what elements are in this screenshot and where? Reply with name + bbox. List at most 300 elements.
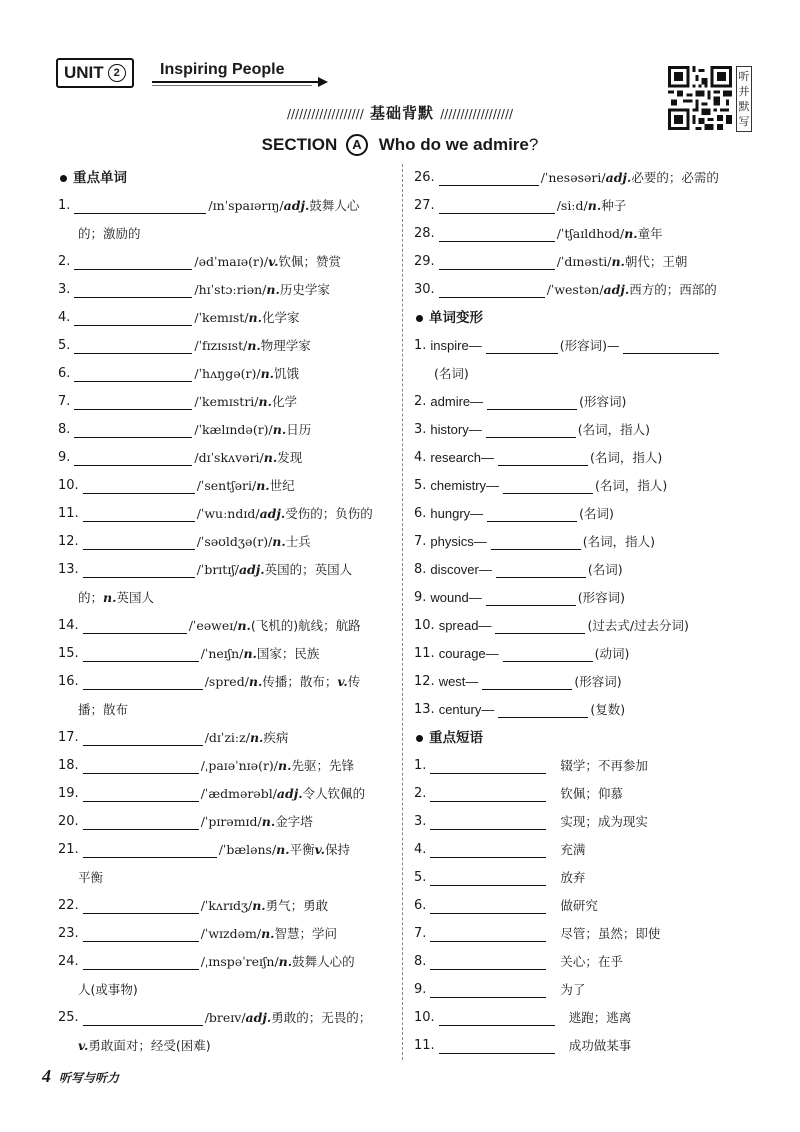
answer-blank[interactable] [83,535,195,550]
vocab-row [58,444,394,472]
left-column [58,164,394,1060]
section-label: SECTION [261,135,338,154]
meaning: 人(或事物) [78,982,138,997]
arrow-icon [318,77,328,87]
vocab-row [58,192,394,220]
meaning: 种子 [601,198,627,213]
phrase-row [414,1004,760,1032]
form-hint: (名词，指人) [577,422,650,437]
word-form-row [414,416,760,444]
word-form-row [414,556,760,584]
vocab-row [414,220,760,248]
answer-blank[interactable] [83,731,203,746]
answer-blank[interactable] [83,675,203,690]
item-number: 4. [414,450,427,465]
answer-blank[interactable] [439,171,539,186]
phonetic: /siːd/ [556,198,588,213]
phonetic: /ˈkemɪst/ [194,310,249,325]
meaning: 朝代；王朝 [624,254,688,269]
answer-blank[interactable] [83,955,199,970]
word-forms-list [414,332,760,724]
phrase-meaning: 实现；成为现实 [560,814,648,829]
answer-blank[interactable] [439,255,555,270]
item-number: 10. [58,478,79,493]
meaning: 智慧；学问 [274,926,338,941]
item-number: 1. [58,198,71,213]
phonetic: /ˈwɪzdəm/ [200,926,262,941]
item-number: 12. [58,534,79,549]
form-hint: (过去式/过去分词) [587,618,689,633]
base-word: history— [430,422,482,437]
part-of-speech: adj. [283,198,310,213]
answer-blank[interactable] [430,983,546,998]
vocab-row [414,192,760,220]
form-hint: (形容词)— [559,338,620,353]
item-number: 17. [58,730,79,745]
vocab-continuation [58,976,394,1004]
base-word: hungry— [430,506,484,521]
phonetic: /ˈkælɪndə(r)/ [194,422,273,437]
phrase-row [414,780,760,808]
meaning: 化学 [271,394,297,409]
part-of-speech: n. [587,198,602,213]
phonetic: /dɪˈskʌvəri/ [194,450,264,465]
unit-label: UNIT [64,63,104,82]
phrase-row [414,920,760,948]
item-number: 11. [58,506,79,521]
item-number: 22. [58,898,79,913]
answer-blank[interactable] [83,1011,203,1026]
part-of-speech: n. [248,310,262,325]
vocab-continuation [58,1032,394,1060]
column-divider [402,164,403,1060]
phonetic: /dɪˈziːz/ [204,730,250,745]
answer-blank[interactable] [74,451,192,466]
item-number: 24. [58,954,79,969]
meaning: 物理学家 [260,338,311,353]
base-word: century— [438,702,495,717]
phrase-meaning: 做研究 [560,898,598,913]
part-of-speech-2: v. [314,842,325,857]
item-number: 2. [414,394,427,409]
base-word: courage— [438,646,499,661]
phonetic: /ɪnˈspaɪərɪŋ/ [208,198,284,213]
form-hint: (名词) [579,506,614,521]
bullet-icon [416,315,423,322]
form-hint: (名词) [587,562,623,577]
meaning: 疾病 [263,730,289,745]
answer-blank[interactable] [74,311,192,326]
answer-blank[interactable] [487,395,577,410]
part-of-speech: n. [261,926,275,941]
phrase-row [414,1032,760,1060]
vocab-row [58,668,394,696]
item-number: 5. [58,338,71,353]
phrases-list [414,752,760,1060]
answer-blank-2[interactable] [623,339,719,354]
item-number: 30. [414,282,435,297]
answer-blank[interactable] [74,199,206,214]
vocab-row [58,360,394,388]
meaning: 受伤的；负伤的 [285,506,373,521]
answer-blank[interactable] [74,367,192,382]
phonetic: /ˈkʌrɪdʒ/ [200,898,253,913]
phonetic: /ədˈmaɪə(r)/ [194,254,269,269]
phonetic: /ˌpaɪəˈnɪə(r)/ [200,758,279,773]
meaning: 的；激励的 [78,226,141,241]
vocab-row [58,276,394,304]
item-number: 13. [414,702,435,717]
phonetic: /spred/ [204,674,249,689]
item-number: 8. [414,954,427,969]
meaning: 日历 [286,422,312,437]
unit-number: 2 [108,64,126,82]
item-number: 2. [414,786,427,801]
base-word: spread— [438,618,492,633]
phrase-meaning: 放弃 [560,870,586,885]
base-word: discover— [430,562,492,577]
unit-underline-thin [152,85,312,86]
phonetic: /ˈneɪʃn/ [200,646,244,661]
form-hint: (形容词) [579,394,627,409]
section-title [0,134,800,156]
meaning: 令人钦佩的 [302,786,366,801]
answer-blank[interactable] [430,843,546,858]
vocab-row [414,164,760,192]
phonetic: /breɪv/ [204,1010,246,1025]
phonetic: /ˌɪnspəˈreɪʃn/ [200,954,279,969]
word-form-row [414,444,760,472]
meaning: 西方的；西部的 [629,282,717,297]
answer-blank[interactable] [74,255,192,270]
answer-blank[interactable] [491,535,581,550]
answer-blank[interactable] [430,871,546,886]
meaning: 平衡 [289,842,315,857]
meaning: 鼓舞人心的 [292,954,355,969]
meaning: 童年 [637,226,663,241]
answer-blank[interactable] [83,927,199,942]
answer-blank[interactable] [439,1039,555,1054]
answer-blank[interactable] [74,423,192,438]
vocab-row [58,416,394,444]
answer-blank[interactable] [498,451,588,466]
item-number: 28. [414,226,435,241]
item-number: 3. [414,422,427,437]
part-of-speech: n. [278,758,292,773]
part-of-speech: adj. [238,562,265,577]
answer-blank[interactable] [430,927,546,942]
answer-blank[interactable] [487,507,577,522]
part-of-speech: n. [258,394,272,409]
meaning: 英国的；英国人 [264,562,353,577]
unit-banner [56,58,288,88]
phrase-meaning: 关心；在乎 [560,954,623,969]
form-hint: (名词，指人) [595,478,668,493]
unit-title: Inspiring People [160,61,285,78]
answer-blank[interactable] [83,815,199,830]
part-of-speech: n. [237,618,251,633]
answer-blank[interactable] [83,647,199,662]
vocab-heading: 重点单词 [58,164,394,192]
vocab-row [58,472,394,500]
vocab-list [58,192,394,1060]
part-of-speech: n. [252,898,266,913]
part-of-speech: n. [247,338,261,353]
section-qmark: ? [528,135,539,154]
vocab-continuation [58,220,394,248]
meaning: 勇敢的；无畏的； [271,1010,372,1025]
part-of-speech: n. [272,422,287,437]
part-of-speech: adj. [245,1010,272,1025]
item-number: 19. [58,786,79,801]
phrases-heading: 重点短语 [414,724,760,752]
meaning: 传播；散布； [262,674,338,689]
phonetic: /ˈfɪzɪsɪst/ [194,338,248,353]
vocab-row [58,556,394,584]
item-number: 7. [414,534,427,549]
item-number: 1. [414,758,427,773]
part-of-speech: adj. [603,282,630,297]
word-forms-heading: 单词变形 [414,304,760,332]
meaning: 必要的；必需的 [631,170,719,185]
phrase-row [414,892,760,920]
item-number: 5. [414,870,427,885]
vocab-row [58,948,394,976]
item-number: 11. [414,1038,435,1053]
item-number: 9. [414,590,427,605]
phonetic: /ˈeəweɪ/ [188,618,238,633]
meaning: 化学家 [261,310,300,325]
answer-blank[interactable] [83,563,195,578]
phrase-row [414,976,760,1004]
base-word: west— [438,674,479,689]
word-form-row [414,332,760,360]
answer-blank[interactable] [430,899,546,914]
item-number: 21. [58,842,79,857]
part-of-speech: n. [276,842,290,857]
vocab-row [58,752,394,780]
phrase-meaning: 尽管；虽然；即使 [560,926,661,941]
item-number: 4. [414,842,427,857]
phrase-row [414,836,760,864]
meaning: 的； [78,590,104,605]
word-form-row [414,388,760,416]
phonetic: /ˈbæləns/ [218,842,277,857]
answer-blank[interactable] [503,479,593,494]
item-number: 8. [58,422,71,437]
phrase-meaning: 辍学；不再参加 [560,758,648,773]
section-question: Who do we admire [378,135,529,154]
item-number: 10. [414,618,435,633]
answer-blank[interactable] [83,899,199,914]
meaning-2: 英国人 [116,590,154,605]
vocab-row [414,276,760,304]
meaning-2: 传 [347,674,361,689]
phonetic: /ˈbrɪtɪʃ/ [196,562,239,577]
part-of-speech: n. [266,282,280,297]
word-form-row [414,472,760,500]
answer-blank[interactable] [430,955,546,970]
phonetic: /ˈpɪrəmɪd/ [200,814,262,829]
vocab-row [58,1004,394,1032]
meaning: 鼓舞人心 [309,198,360,213]
vocab-continuation [58,864,394,892]
phrase-row [414,948,760,976]
item-number: 27. [414,198,435,213]
answer-blank[interactable] [83,479,195,494]
section-letter: A [346,134,368,156]
bullet-icon [416,735,423,742]
item-number: 29. [414,254,435,269]
phonetic: /ˈnesəsəri/ [540,170,606,185]
hatch-right: ////////////////// [440,107,514,121]
footer-text: 听写与听力 [59,1071,120,1085]
vocab-list-continued [414,164,760,304]
meaning: 播；散布 [78,702,129,717]
answer-blank[interactable] [83,759,199,774]
item-number: 6. [414,506,427,521]
answer-blank[interactable] [74,395,192,410]
item-number: 10. [414,1010,435,1025]
phonetic: /ˈsentʃəri/ [196,478,257,493]
part-of-speech-2: v. [337,674,348,689]
answer-blank[interactable] [486,339,558,354]
meaning: 历史学家 [279,282,330,297]
meaning-2: 保持 [325,842,351,857]
right-column [414,164,760,1060]
answer-blank[interactable] [503,647,593,662]
word-form-row [414,612,760,640]
meaning: 金字塔 [275,814,313,829]
meaning: 士兵 [285,534,311,549]
vocab-row [58,836,394,864]
base-word: inspire— [430,338,482,353]
phonetic: /ˈwestən/ [546,282,604,297]
base-word: admire— [430,394,484,409]
qr-label: 听 并 默 写 [736,66,752,132]
answer-blank[interactable] [83,507,195,522]
hatch-left: /////////////////// [286,107,364,121]
item-number: 16. [58,674,79,689]
item-number: 26. [414,170,435,185]
vocab-row [58,724,394,752]
answer-blank[interactable] [486,423,576,438]
vocab-continuation [58,584,394,612]
answer-blank[interactable] [74,339,192,354]
answer-blank[interactable] [496,563,586,578]
phonetic: /ˈsəʊldʒə(r)/ [196,534,273,549]
section-heading-text: 基础背默 [370,104,435,122]
meaning: 勇气；勇敢 [265,898,329,913]
meaning: 平衡 [78,870,104,885]
phonetic: /ˈhʌŋgə(r)/ [194,366,261,381]
bullet-icon [60,175,67,182]
answer-blank[interactable] [430,787,546,802]
item-number: 8. [414,562,427,577]
vocab-row [58,920,394,948]
item-number: 6. [414,898,427,913]
vocab-row [58,780,394,808]
meaning: 先驱；先锋 [291,758,354,773]
part-of-speech: adj. [276,786,303,801]
part-of-speech: v. [78,1038,89,1053]
item-number: 1. [414,338,427,353]
vocab-row [58,528,394,556]
phonetic: /ˈdɪnəsti/ [556,254,612,269]
part-of-speech: n. [263,450,278,465]
part-of-speech: n. [249,730,264,745]
item-number: 9. [414,982,427,997]
item-number: 14. [58,618,79,633]
answer-blank[interactable] [486,591,576,606]
base-word: chemistry— [430,478,500,493]
item-number: 9. [58,450,71,465]
vocab-row [58,612,394,640]
answer-blank[interactable] [439,199,555,214]
form-hint: (名词) [434,366,469,381]
part-of-speech: adj. [605,170,632,185]
item-number: 4. [58,310,71,325]
phrase-meaning: 钦佩；仰慕 [560,786,623,801]
answer-blank[interactable] [439,283,545,298]
answer-blank[interactable] [439,1011,555,1026]
answer-blank[interactable] [74,283,192,298]
form-hint: (动词) [594,646,630,661]
vocab-row [58,500,394,528]
form-hint: (形容词) [574,674,622,689]
phrase-row [414,752,760,780]
item-number: 5. [414,478,427,493]
item-number: 18. [58,758,79,773]
item-number: 20. [58,814,79,829]
part-of-speech: n. [243,646,257,661]
item-number: 25. [58,1010,79,1025]
answer-blank[interactable] [439,227,555,242]
item-number: 23. [58,926,79,941]
answer-blank[interactable] [498,703,588,718]
page-footer [42,1066,119,1087]
word-form-row [414,668,760,696]
phrase-meaning: 逃跑；逃离 [568,1010,632,1025]
phonetic: /ˈædmərəbl/ [200,786,277,801]
part-of-speech: n. [624,226,638,241]
meaning: (飞机的)航线；航路 [250,618,361,633]
answer-blank[interactable] [83,843,217,858]
section-heading [0,102,800,123]
phonetic: /ˈkemɪstri/ [194,394,259,409]
answer-blank[interactable] [430,815,546,830]
answer-blank[interactable] [430,759,546,774]
meaning: 世纪 [269,478,295,493]
item-number: 6. [58,366,71,381]
vocab-row [414,248,760,276]
phrase-row [414,808,760,836]
item-number: 3. [58,282,71,297]
answer-blank[interactable] [495,619,585,634]
meaning: 国家；民族 [256,646,320,661]
phonetic: /hɪˈstɔːriən/ [194,282,267,297]
word-form-row [414,584,760,612]
item-number: 11. [414,646,435,661]
answer-blank[interactable] [83,619,187,634]
answer-blank[interactable] [482,675,572,690]
item-number: 13. [58,562,79,577]
meaning: 钦佩；赞赏 [278,254,341,269]
item-number: 2. [58,254,71,269]
meaning: 饥饿 [274,366,300,381]
vocab-row [58,388,394,416]
answer-blank[interactable] [83,787,199,802]
